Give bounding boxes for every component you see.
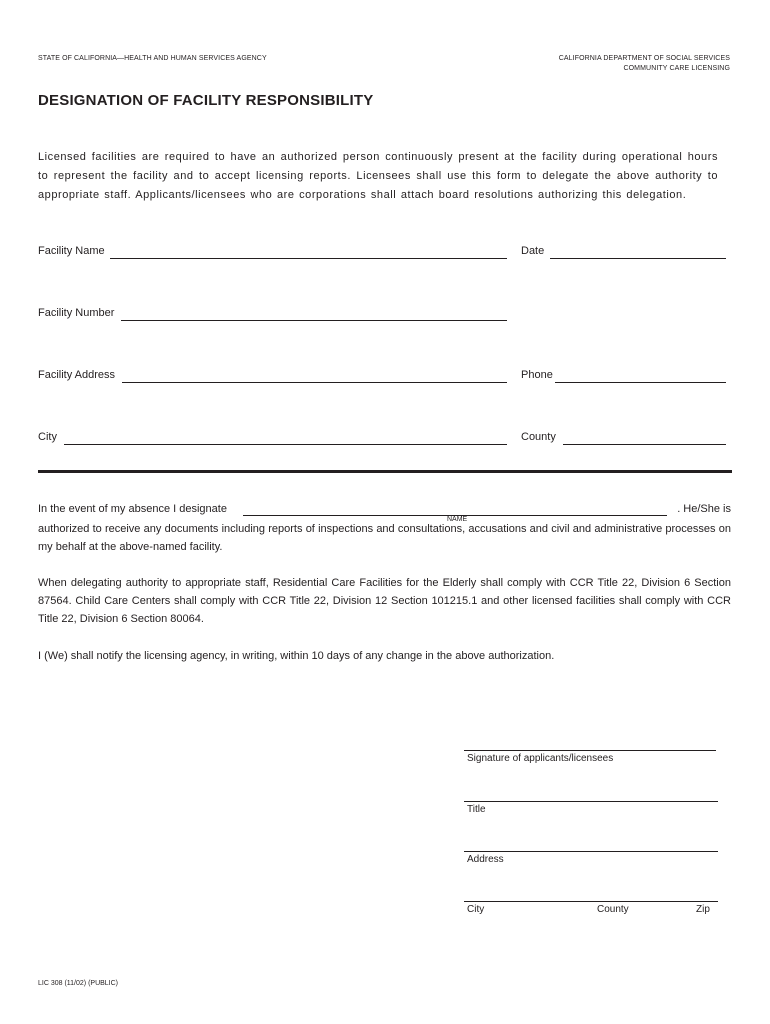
designation-paragraph: authorized to receive any documents including reports of inspections and consultations, accusations and civil and administrative processes on my behalf at the above-named facility. (38, 523, 731, 553)
county-label: County (521, 431, 556, 443)
department-name: CALIFORNIA DEPARTMENT OF SOCIAL SERVICES (558, 55, 730, 62)
phone-label: Phone (521, 369, 553, 381)
date-field[interactable] (550, 258, 726, 259)
signature-county-label: County (597, 904, 629, 915)
division-name: COMMUNITY CARE LICENSING (623, 65, 730, 72)
intro-paragraph: Licensed facilities are required to have an authorized person continuously present at the facility during operational hours to represent the facility and to accept licensing reports. Licensees shall use this form to delegate the above authority to appropriate staff. Applicants/licensees who are corporations shall attach board resolutions authorizing this delegation. (38, 151, 718, 201)
signature-field[interactable] (464, 750, 716, 751)
facility-address-field[interactable] (122, 382, 507, 383)
form-code: LIC 308 (11/02) (PUBLIC) (38, 980, 119, 987)
title-label: Title (467, 804, 486, 815)
delegation-paragraph: When delegating authority to appropriate staff, Residential Care Facilities for the Elderly shall comply with CCR Title 22, Division 6 Section 87564. Child Care Centers shall comply with CCR Title 22, Division 12 Section 101215.1 and other licensed facilities shall comply with CCR Title 22, Division 6 Section 80064. (38, 577, 731, 625)
section-divider (38, 470, 732, 473)
signature-label: Signature of applicants/licensees (467, 753, 614, 764)
designation-lead: In the event of my absence I designate (38, 503, 227, 515)
city-county-zip-field[interactable] (464, 901, 718, 902)
title-field[interactable] (464, 801, 718, 802)
department-header (559, 54, 730, 74)
city-field[interactable] (64, 444, 507, 445)
notify-paragraph: I (We) shall notify the licensing agency, in writing, within 10 days of any change in the above authorization. (38, 650, 555, 662)
signature-zip-label: Zip (696, 904, 710, 915)
facility-number-label: Facility Number (38, 307, 115, 319)
facility-name-label: Facility Name (38, 245, 105, 257)
facility-address-label: Facility Address (38, 369, 116, 381)
signature-city-label: City (467, 904, 485, 915)
county-field[interactable] (563, 444, 726, 445)
address-label: Address (467, 854, 504, 865)
address-field[interactable] (464, 851, 718, 852)
designation-tail: . He/She is (677, 503, 731, 515)
phone-field[interactable] (555, 382, 726, 383)
form-title: DESIGNATION OF FACILITY RESPONSIBILITY (38, 92, 374, 109)
date-label: Date (521, 245, 545, 257)
facility-name-field[interactable] (110, 258, 507, 259)
facility-number-field[interactable] (121, 320, 507, 321)
agency-header: STATE OF CALIFORNIA—HEALTH AND HUMAN SERVICES AGENCY (38, 55, 267, 62)
city-label: City (38, 431, 57, 443)
designee-name-caption: NAME (447, 516, 468, 523)
